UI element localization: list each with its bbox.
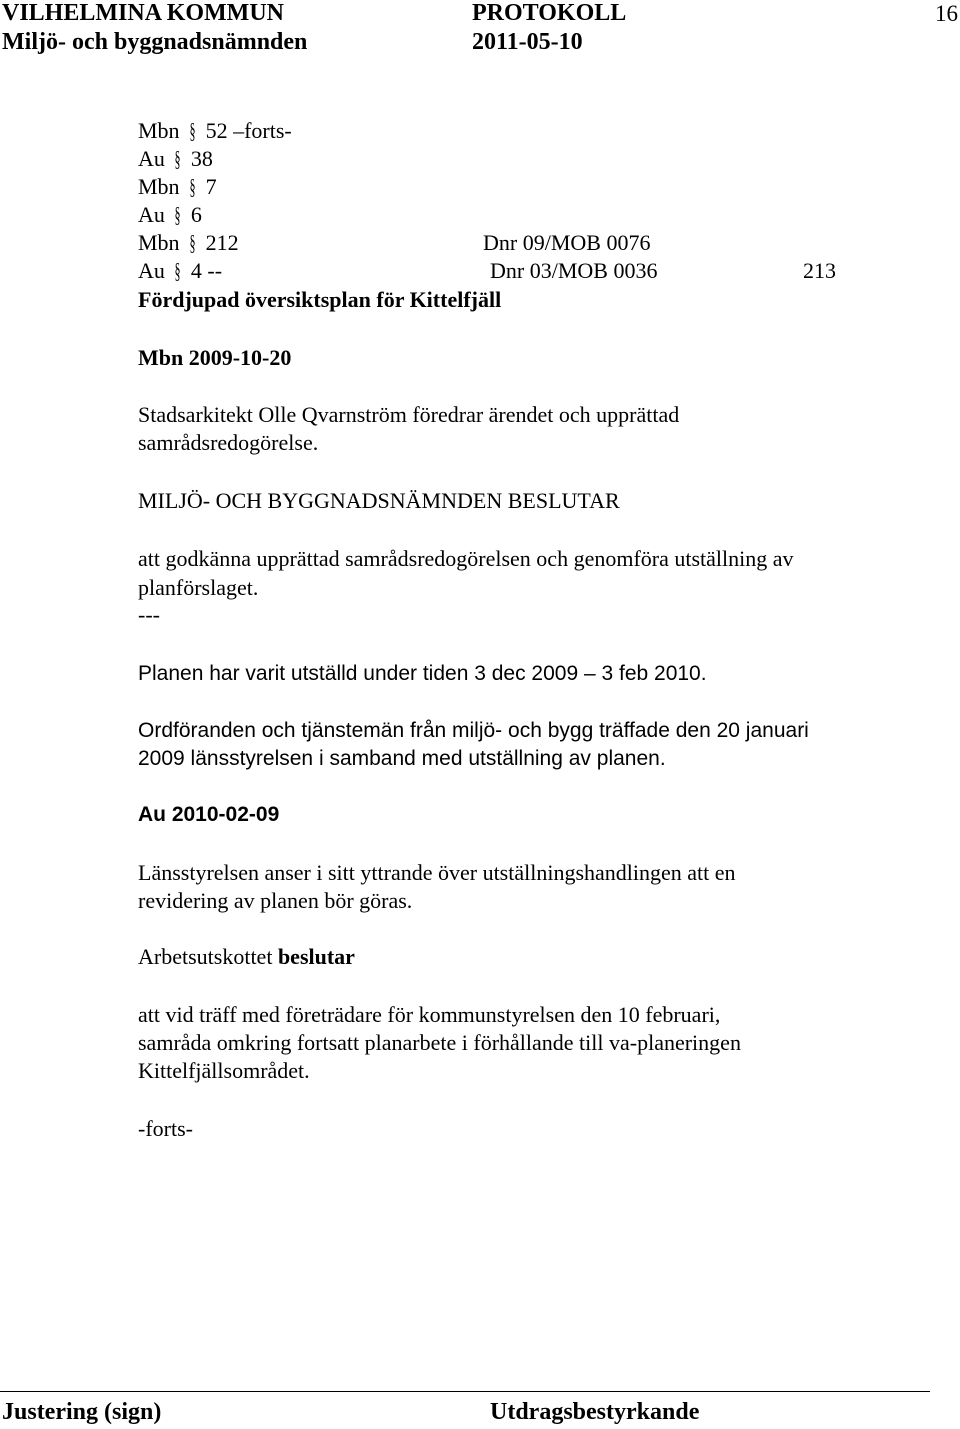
header-doc-type: PROTOKOLL xyxy=(472,0,627,26)
para3-line2: 2009 länsstyrelsen i samband med utställning av planen. xyxy=(138,747,666,770)
dnr-1: Dnr 09/MOB 0076 xyxy=(483,230,651,255)
para4-line1: Länsstyrelsen anser i sitt yttrande över utställningshandlingen att en xyxy=(138,860,736,885)
para5-line2: samråda omkring fortsatt planarbete i förhållande till va-planeringen xyxy=(138,1030,741,1055)
decision-line2: planförslaget. xyxy=(138,575,259,600)
decision-line1: att godkänna upprättad samrådsredogörelsen och genomföra utställning av xyxy=(138,546,794,571)
ref-line-3 xyxy=(138,173,217,201)
para3-line1: Ordföranden och tjänstemän från miljö- och bygg träffade den 20 januari xyxy=(138,719,809,742)
ref-number: 4 -- xyxy=(190,258,223,283)
ref-number: 6 xyxy=(190,202,202,227)
au-date-heading: Au 2010-02-09 xyxy=(138,803,280,826)
header-org: VILHELMINA KOMMUN xyxy=(2,0,284,26)
au-decision-prefix: Arbetsutskottet xyxy=(138,944,278,969)
ref-line-5 xyxy=(138,229,239,257)
ref-line-4 xyxy=(138,201,202,229)
ref-body: Mbn xyxy=(138,230,180,255)
para1-line1: Stadsarkitekt Olle Qvarnström föredrar ärendet och upprättad xyxy=(138,402,680,427)
forts-marker: -forts- xyxy=(138,1116,193,1141)
archive-code: 213 xyxy=(803,258,836,283)
ref-body: Au xyxy=(138,146,165,171)
ref-line-6 xyxy=(138,257,222,285)
ref-number: 38 xyxy=(190,146,213,171)
au-decision-verb: beslutar xyxy=(277,944,355,969)
para2: Planen har varit utställd under tiden 3 dec 2009 – 3 feb 2010. xyxy=(138,662,707,685)
ref-number: 7 xyxy=(205,174,217,199)
separator: --- xyxy=(138,602,160,627)
au-decision xyxy=(138,943,355,971)
para5-line1: att vid träff med företrädare för kommunstyrelsen den 10 februari, xyxy=(138,1002,721,1027)
footer-utdragsbestyrkande: Utdragsbestyrkande xyxy=(490,1399,700,1425)
dnr-2: Dnr 03/MOB 0036 xyxy=(490,258,658,283)
footer-rule xyxy=(0,1391,930,1392)
para4-line2: revidering av planen bör göras. xyxy=(138,888,413,913)
decision-heading: MILJÖ- OCH BYGGNADSNÄMNDEN BESLUTAR xyxy=(138,488,620,513)
para1-line2: samrådsredogörelse. xyxy=(138,430,319,455)
ref-body: Au xyxy=(138,258,165,283)
header-date: 2011-05-10 xyxy=(472,29,583,55)
ref-line-2 xyxy=(138,145,213,173)
item-title: Fördjupad översiktsplan för Kittelfjäll xyxy=(138,287,502,312)
para5-line3: Kittelfjällsområdet. xyxy=(138,1058,310,1083)
section-sign: § xyxy=(174,258,181,283)
ref-number: 212 xyxy=(205,230,239,255)
section-sign: § xyxy=(189,118,196,143)
ref-number: 52 –forts- xyxy=(205,118,292,143)
ref-body: Mbn xyxy=(138,174,180,199)
section-sign: § xyxy=(189,230,196,255)
ref-body: Mbn xyxy=(138,118,180,143)
section-sign: § xyxy=(174,146,181,171)
ref-line-1 xyxy=(138,117,292,145)
section-sign: § xyxy=(174,202,181,227)
section-sign: § xyxy=(189,174,196,199)
mbn-date-heading: Mbn 2009-10-20 xyxy=(138,345,292,370)
page-number: 16 xyxy=(935,1,958,26)
footer-justering: Justering (sign) xyxy=(2,1399,162,1425)
header-board: Miljö- och byggnadsnämnden xyxy=(2,29,308,55)
ref-body: Au xyxy=(138,202,165,227)
